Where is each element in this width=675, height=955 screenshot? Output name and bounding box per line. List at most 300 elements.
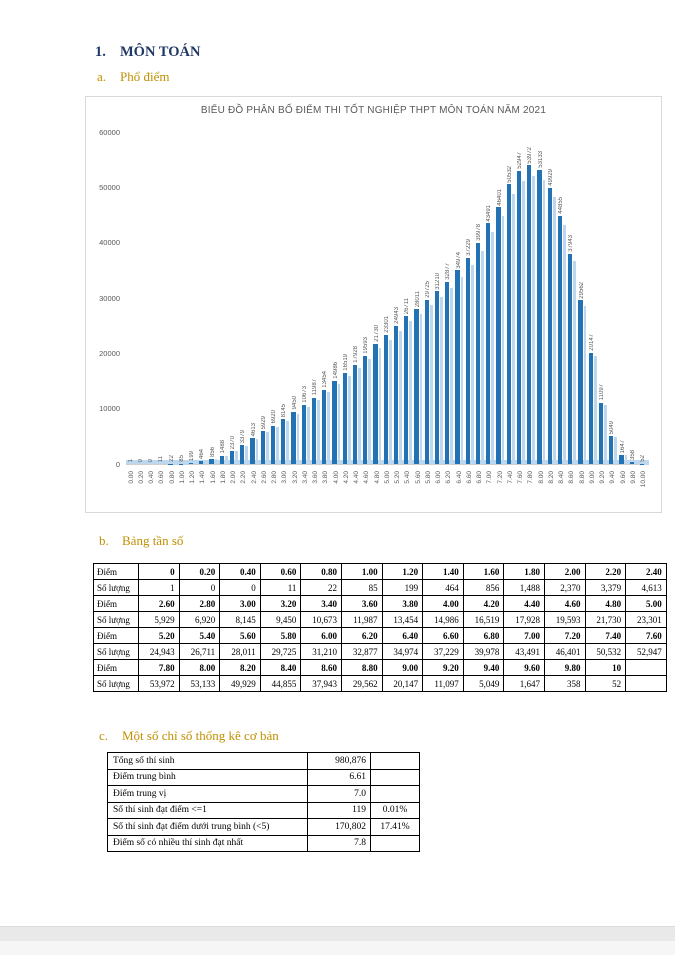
bar-shadow (471, 265, 474, 464)
freq-cell: 464 (423, 580, 464, 596)
x-tick-label: 2.00 (230, 471, 238, 484)
freq-cell: 4.80 (585, 596, 626, 612)
bar-cell (177, 132, 187, 464)
score-distribution-chart (85, 96, 662, 513)
y-tick-label: 10000 (99, 404, 120, 414)
bar (558, 216, 562, 464)
freq-cell: 11,097 (423, 676, 464, 692)
stats-label: Điểm số có nhiều thí sinh đạt nhất (108, 835, 308, 852)
bar-cell (608, 132, 618, 464)
x-tick-cell (208, 469, 218, 505)
bar-cell (526, 132, 536, 464)
x-tick-cell (188, 469, 198, 505)
x-tick-cell (362, 469, 372, 505)
x-tick-cell (239, 469, 249, 505)
freq-row-score (94, 564, 667, 580)
freq-row-label: Số lượng (94, 644, 139, 660)
x-tick-label: 6.00 (435, 471, 443, 484)
bar (384, 335, 388, 464)
freq-cell: 8,145 (220, 612, 261, 628)
x-tick-label: 10.00 (640, 471, 648, 488)
freq-cell: 13,454 (382, 612, 423, 628)
freq-cell: 2.00 (544, 564, 585, 580)
freq-cell: 1.40 (423, 564, 464, 580)
bar-shadow (327, 392, 330, 464)
bar-value-label: 52947 (517, 152, 524, 170)
freq-cell: 4,613 (626, 580, 667, 596)
bar-value-label: 6920 (271, 410, 278, 424)
bar-shadow (215, 459, 218, 464)
x-tick-cell (136, 469, 146, 505)
section-c-number: c. (99, 728, 109, 743)
bar-value-label: 53133 (537, 151, 544, 168)
y-tick-label: 30000 (99, 293, 120, 303)
frequency-table (93, 563, 667, 692)
x-tick-cell (639, 469, 649, 505)
stats-percent (371, 835, 420, 852)
bar (322, 390, 326, 464)
x-tick-cell (413, 469, 423, 505)
freq-cell: 52 (585, 676, 626, 692)
x-tick-cell (198, 469, 208, 505)
x-tick-label: 3.20 (291, 471, 299, 484)
freq-cell: 44,855 (260, 676, 301, 692)
freq-cell: 9.80 (544, 660, 585, 676)
bar-value-label: 5049 (609, 420, 616, 435)
stats-table (107, 752, 420, 852)
bar-cell (362, 132, 372, 464)
freq-cell: 24,943 (139, 644, 180, 660)
bar-cell (464, 132, 474, 464)
freq-cell: 5.60 (220, 628, 261, 644)
freq-cell: 1,488 (504, 580, 545, 596)
stats-percent: 17.41% (371, 819, 420, 836)
stats-value: 6.61 (308, 769, 371, 786)
x-tick-label: 6.60 (465, 471, 473, 484)
freq-cell: 9.00 (382, 660, 423, 676)
freq-cell: 358 (544, 676, 585, 692)
bar-shadow (522, 181, 525, 464)
x-tick-label: 8.60 (568, 471, 576, 484)
x-tick-label: 1.80 (219, 471, 227, 484)
freq-row-label: Điểm (94, 628, 139, 644)
x-tick-cell (587, 469, 597, 505)
bar-cell (198, 132, 208, 464)
bar-cell (208, 132, 218, 464)
bar-value-label: 8145 (281, 403, 288, 417)
bar-value-label: 43491 (486, 204, 493, 222)
stats-row (108, 835, 420, 852)
bar-value-label: 46401 (496, 188, 503, 206)
bar-cell (505, 132, 515, 464)
x-tick-cell (475, 469, 485, 505)
bar-shadow (625, 455, 628, 464)
bar-value-label: 21730 (373, 325, 380, 342)
bar-cell (639, 132, 649, 464)
x-tick-cell (464, 469, 474, 505)
bar (476, 243, 480, 464)
bar (332, 381, 336, 464)
bar-cell (587, 132, 597, 464)
x-tick-cell (249, 469, 259, 505)
x-tick-cell (270, 469, 280, 505)
bar-value-label: 34974 (455, 251, 462, 269)
freq-cell: 7.20 (544, 628, 585, 644)
bar-cell (495, 132, 505, 464)
freq-cell: 10 (585, 660, 626, 676)
bar-value-label: 28011 (414, 290, 421, 308)
y-tick-label: 50000 (99, 182, 120, 192)
stats-label: Điểm trung bình (108, 769, 308, 786)
bar-value-label: 37229 (465, 239, 472, 256)
x-tick-cell (218, 469, 228, 505)
x-tick-label: 7.80 (527, 471, 535, 484)
freq-cell: 4.20 (463, 596, 504, 612)
freq-cell: 53,133 (179, 676, 220, 692)
bar-value-label: 14986 (332, 362, 339, 380)
freq-row-label: Số lượng (94, 676, 139, 692)
freq-row-count (94, 644, 667, 660)
bar-shadow (235, 451, 238, 464)
freq-cell: 8.20 (220, 660, 261, 676)
y-tick-label: 20000 (99, 348, 120, 358)
bar-value-label: 32877 (445, 263, 452, 281)
x-tick-label: 2.40 (250, 471, 258, 484)
stats-row (108, 769, 420, 786)
freq-cell: 3.20 (260, 596, 301, 612)
freq-cell: 2.20 (585, 564, 626, 580)
bar-value-label: 358 (629, 450, 636, 461)
bar (619, 455, 623, 464)
bar-cell (126, 132, 136, 464)
freq-cell: 9.40 (463, 660, 504, 676)
freq-cell: 37,943 (301, 676, 342, 692)
freq-cell: 85 (341, 580, 382, 596)
x-tick-cell (557, 469, 567, 505)
freq-cell: 1,647 (504, 676, 545, 692)
x-tick-label: 8.20 (547, 471, 555, 484)
bar-cell (577, 132, 587, 464)
x-tick-label: 9.20 (599, 471, 607, 484)
x-tick-cell (331, 469, 341, 505)
freq-cell: 3.60 (341, 596, 382, 612)
bar-cell (321, 132, 331, 464)
bar-value-label: 53972 (527, 146, 534, 164)
x-tick-cell (628, 469, 638, 505)
bar-shadow (266, 432, 269, 464)
x-tick-label: 4.60 (363, 471, 371, 484)
bar-shadow (358, 368, 361, 464)
bar-value-label: 11987 (312, 379, 319, 396)
x-tick-cell (229, 469, 239, 505)
bar (271, 426, 275, 464)
x-tick-cell (372, 469, 382, 505)
bar-cell (147, 132, 157, 464)
x-tick-label: 7.00 (486, 471, 494, 484)
chart-x-axis (126, 469, 649, 505)
freq-row-count (94, 612, 667, 628)
x-tick-label: 1.40 (199, 471, 207, 484)
freq-cell: 0.40 (220, 564, 261, 580)
section-a-heading (97, 69, 169, 85)
x-tick-label: 7.40 (506, 471, 514, 484)
bar (404, 316, 408, 464)
bar (486, 223, 490, 464)
section-b-heading (99, 533, 183, 549)
freq-row-count (94, 580, 667, 596)
x-tick-label: 0.40 (148, 471, 156, 484)
x-tick-label: 8.40 (558, 471, 566, 484)
bar (353, 365, 357, 464)
bar-shadow (563, 225, 566, 465)
bar (312, 398, 316, 464)
bar (240, 445, 244, 464)
x-tick-cell (434, 469, 444, 505)
bar (414, 309, 418, 464)
bar (537, 170, 541, 464)
section-1-title: MÔN TOÁN (120, 44, 201, 60)
bar (496, 207, 500, 464)
bar-shadow (286, 421, 289, 464)
bar-value-label: 52 (640, 455, 647, 462)
freq-row-label: Điểm (94, 564, 139, 580)
bar (261, 431, 265, 464)
page-break-gap (0, 941, 675, 955)
bar-value-label: 3379 (240, 429, 247, 444)
bar-cell (485, 132, 495, 464)
freq-cell: 31,210 (301, 644, 342, 660)
freq-cell: 16,519 (463, 612, 504, 628)
freq-row-count (94, 676, 667, 692)
bar-shadow (491, 232, 494, 464)
bar (455, 270, 459, 464)
x-tick-cell (423, 469, 433, 505)
bar (291, 412, 295, 464)
page-break-band (0, 926, 675, 942)
freq-cell: 4.60 (544, 596, 585, 612)
bar-cell (393, 132, 403, 464)
x-tick-cell (321, 469, 331, 505)
bar-shadow (573, 261, 576, 464)
bar-cell (567, 132, 577, 464)
bar-value-label: 37943 (568, 235, 575, 253)
freq-cell (626, 660, 667, 676)
bar-cell (290, 132, 300, 464)
freq-cell: 1.20 (382, 564, 423, 580)
bar-cell (516, 132, 526, 464)
bar-value-label: 10673 (301, 386, 308, 403)
x-tick-cell (167, 469, 177, 505)
x-tick-cell (177, 469, 187, 505)
x-tick-cell (505, 469, 515, 505)
bar-cell (249, 132, 259, 464)
y-tick-label: 40000 (99, 238, 120, 248)
freq-cell: 11,987 (341, 612, 382, 628)
freq-cell: 5,049 (463, 676, 504, 692)
bar-shadow (450, 288, 453, 464)
bar-shadow (307, 407, 310, 464)
freq-cell: 43,491 (504, 644, 545, 660)
bar (230, 451, 234, 464)
x-tick-label: 2.20 (240, 471, 248, 484)
y-tick-label: 0 (115, 459, 120, 469)
x-tick-cell (536, 469, 546, 505)
bar (517, 171, 521, 464)
bar-cell (270, 132, 280, 464)
bar (425, 300, 429, 464)
bar-shadow (481, 251, 484, 464)
bar-cell (229, 132, 239, 464)
bar-value-label: 199 (189, 450, 196, 461)
bar-cell (341, 132, 351, 464)
x-tick-cell (444, 469, 454, 505)
freq-cell: 28,011 (220, 644, 261, 660)
x-tick-cell (393, 469, 403, 505)
freq-cell: 2.80 (179, 596, 220, 612)
x-tick-cell (126, 469, 136, 505)
chart-title: BIỂU ĐỒ PHÂN BỐ ĐIỂM THI TỐT NGHIỆP THPT MÔN TOÁN NĂM 2021 (200, 105, 547, 116)
x-tick-label: 2.60 (260, 471, 268, 484)
bar-shadow (276, 427, 279, 464)
bar (281, 419, 285, 464)
x-tick-cell (403, 469, 413, 505)
bar (363, 356, 367, 464)
freq-cell: 8.40 (260, 660, 301, 676)
bar-value-label: 11097 (599, 384, 606, 401)
freq-cell: 8.00 (179, 660, 220, 676)
bar-cell (628, 132, 638, 464)
bar-cell (259, 132, 269, 464)
x-tick-label: 8.00 (537, 471, 545, 484)
freq-cell: 199 (382, 580, 423, 596)
bar-value-label: 50532 (506, 165, 513, 183)
x-tick-label: 4.80 (373, 471, 381, 484)
bar-value-label: 9450 (291, 396, 298, 410)
freq-cell: 0 (139, 564, 180, 580)
bar (630, 462, 634, 464)
x-tick-cell (618, 469, 628, 505)
x-tick-label: 0.00 (127, 471, 135, 484)
freq-cell: 6.60 (423, 628, 464, 644)
freq-row-label: Điểm (94, 596, 139, 612)
bar-value-label: 1 (127, 458, 134, 462)
x-tick-cell (485, 469, 495, 505)
stats-value: 7.8 (308, 835, 371, 852)
freq-cell: 3.00 (220, 596, 261, 612)
x-tick-cell (352, 469, 362, 505)
freq-cell: 52,947 (626, 644, 667, 660)
bar-shadow (338, 384, 341, 464)
bar-cell (280, 132, 290, 464)
bar-value-label: 19593 (363, 336, 370, 354)
freq-cell: 0.60 (260, 564, 301, 580)
freq-cell: 5.20 (139, 628, 180, 644)
x-tick-label: 4.40 (353, 471, 361, 484)
x-tick-label: 7.20 (496, 471, 504, 484)
freq-cell: 37,229 (423, 644, 464, 660)
freq-cell: 1.60 (463, 564, 504, 580)
bar-value-label: 4613 (250, 423, 257, 437)
stats-value: 7.0 (308, 786, 371, 803)
x-tick-label: 6.80 (476, 471, 484, 484)
bar-shadow (604, 405, 607, 464)
freq-cell: 3,379 (585, 580, 626, 596)
x-tick-label: 7.60 (517, 471, 525, 484)
bar (568, 254, 572, 464)
x-tick-cell (311, 469, 321, 505)
freq-cell: 6.80 (463, 628, 504, 644)
bar-value-label: 1647 (619, 439, 626, 453)
bar-value-label: 2370 (230, 435, 237, 449)
x-tick-cell (300, 469, 310, 505)
freq-cell: 26,711 (179, 644, 220, 660)
bar-cell (311, 132, 321, 464)
freq-cell: 23,301 (626, 612, 667, 628)
bar-cell (475, 132, 485, 464)
freq-cell: 19,593 (544, 612, 585, 628)
stats-row (108, 786, 420, 803)
bar-value-label: 39978 (476, 224, 483, 241)
bar (343, 373, 347, 464)
bar-value-label: 464 (199, 449, 206, 460)
bar (548, 188, 552, 464)
bar-value-label: 49929 (547, 169, 554, 186)
freq-cell: 8.80 (341, 660, 382, 676)
bar-shadow (594, 356, 597, 464)
bar (589, 353, 593, 464)
x-tick-label: 9.00 (588, 471, 596, 484)
bar-value-label: 1488 (219, 440, 226, 454)
bar (435, 291, 439, 464)
x-tick-label: 5.60 (414, 471, 422, 484)
freq-cell: 0 (179, 580, 220, 596)
freq-cell: 46,401 (544, 644, 585, 660)
x-tick-cell (516, 469, 526, 505)
freq-cell: 20,147 (382, 676, 423, 692)
stats-value: 980,876 (308, 753, 371, 770)
freq-cell: 11 (260, 580, 301, 596)
x-tick-label: 4.00 (332, 471, 340, 484)
bar-cell (157, 132, 167, 464)
bar-cell (239, 132, 249, 464)
freq-cell: 7.40 (585, 628, 626, 644)
x-tick-label: 3.80 (322, 471, 330, 484)
bar-value-label: 22 (168, 455, 175, 462)
freq-cell: 53,972 (139, 676, 180, 692)
bar-value-label: 31210 (435, 272, 442, 290)
chart-plot-area (126, 132, 649, 465)
stats-percent: 0.01% (371, 802, 420, 819)
x-tick-cell (608, 469, 618, 505)
stats-row (108, 819, 420, 836)
bar-value-label: 85 (178, 454, 185, 462)
bar-cell (598, 132, 608, 464)
section-1-number: 1. (95, 44, 106, 60)
bar-cell (454, 132, 464, 464)
freq-cell: 17,928 (504, 612, 545, 628)
freq-cell: 50,532 (585, 644, 626, 660)
bar-shadow (409, 321, 412, 464)
bar-cell (557, 132, 567, 464)
x-tick-label: 6.40 (455, 471, 463, 484)
freq-cell: 8.60 (301, 660, 342, 676)
bar-value-label: 44855 (558, 197, 565, 214)
bar (373, 344, 377, 464)
freq-cell: 7.80 (139, 660, 180, 676)
bar (578, 300, 582, 464)
x-tick-label: 3.60 (312, 471, 320, 484)
bar-cell (331, 132, 341, 464)
